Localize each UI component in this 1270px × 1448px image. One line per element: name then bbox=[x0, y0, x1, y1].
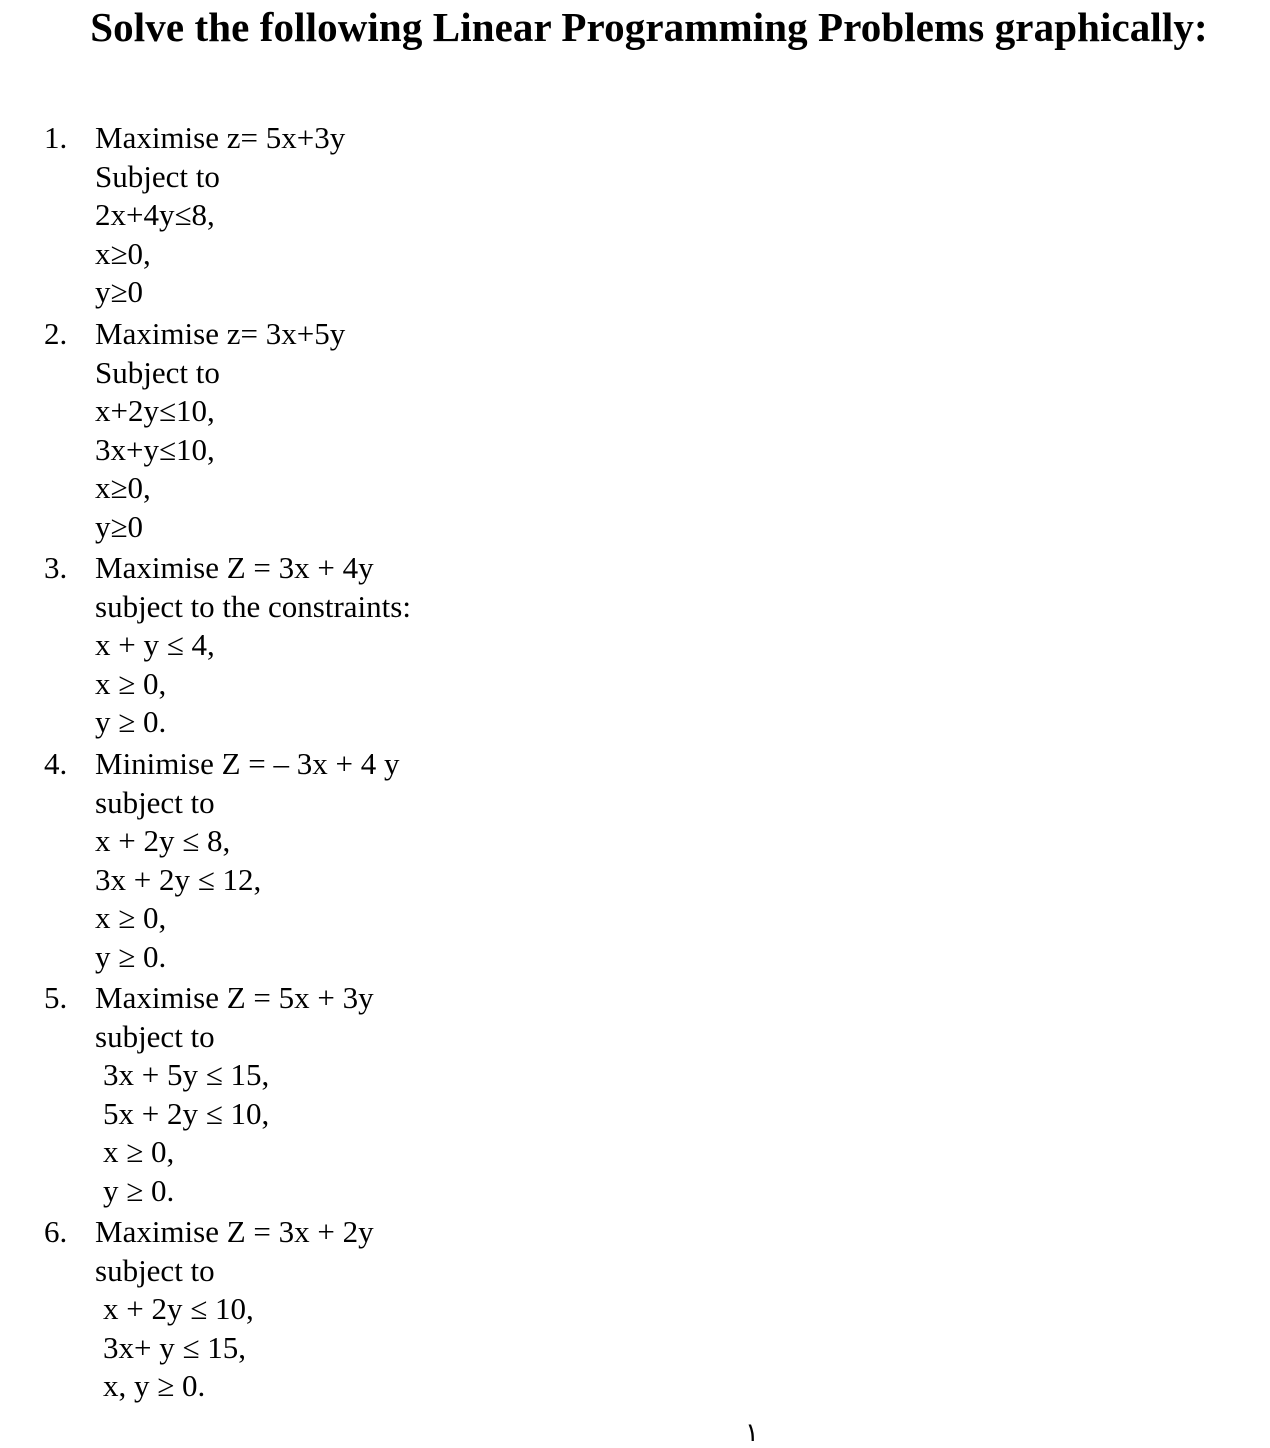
objective: Minimise Z = – 3x + 4 y bbox=[95, 746, 400, 781]
objective: Maximise z= 3x+5y bbox=[95, 316, 346, 351]
problem-lines bbox=[95, 119, 345, 312]
problem-lines bbox=[95, 549, 411, 742]
constraint: 3x + 5y ≤ 15, bbox=[103, 1057, 270, 1092]
constraint: y ≥ 0. bbox=[103, 1172, 175, 1208]
constraint: x≥0, bbox=[95, 470, 151, 505]
problem-number: 5. bbox=[44, 980, 68, 1015]
constraint: x + 2y ≤ 10, bbox=[103, 1291, 254, 1326]
constraint: 3x+ y ≤ 15, bbox=[103, 1329, 246, 1365]
constraint: y ≥ 0. bbox=[95, 704, 167, 739]
subject-to: subject to the constraints: bbox=[95, 588, 411, 624]
constraint: x+2y≤10, bbox=[95, 393, 215, 428]
problem-number: 4. bbox=[44, 746, 68, 781]
subject-to: Subject to bbox=[95, 354, 220, 390]
problem-lines bbox=[95, 979, 374, 1210]
page-title: Solve the following Linear Programming Problems graphically: bbox=[90, 4, 1208, 50]
constraint: x≥0, bbox=[95, 235, 151, 271]
objective: Maximise z= 5x+3y bbox=[95, 120, 346, 155]
constraint: 3x+y≤10, bbox=[95, 431, 215, 467]
problem-lines bbox=[95, 1213, 374, 1406]
problem-number: 2. bbox=[44, 316, 68, 351]
subject-to: subject to bbox=[95, 1018, 215, 1054]
page-number: ١ bbox=[745, 1418, 759, 1448]
objective: Maximise Z = 3x + 2y bbox=[95, 1214, 374, 1249]
constraint: y ≥ 0. bbox=[95, 938, 167, 974]
problem-lines bbox=[95, 745, 400, 976]
constraint: 5x + 2y ≤ 10, bbox=[103, 1095, 270, 1131]
constraint: x ≥ 0, bbox=[95, 900, 167, 935]
objective: Maximise Z = 3x + 4y bbox=[95, 550, 374, 585]
problem-number: 6. bbox=[44, 1214, 68, 1249]
constraint: x + y ≤ 4, bbox=[95, 627, 215, 662]
subject-to: Subject to bbox=[95, 158, 220, 194]
constraint: x ≥ 0, bbox=[95, 665, 167, 701]
problem-number: 1. bbox=[44, 120, 68, 155]
constraint: 3x + 2y ≤ 12, bbox=[95, 861, 262, 897]
constraint: x + 2y ≤ 8, bbox=[95, 823, 231, 858]
constraint: y≥0 bbox=[95, 274, 144, 309]
constraint: y≥0 bbox=[95, 508, 144, 544]
constraint: 2x+4y≤8, bbox=[95, 197, 215, 232]
subject-to: subject to bbox=[95, 784, 215, 820]
objective: Maximise Z = 5x + 3y bbox=[95, 980, 374, 1015]
problem-lines bbox=[95, 315, 345, 546]
subject-to: subject to bbox=[95, 1252, 215, 1288]
constraint: x ≥ 0, bbox=[103, 1134, 175, 1169]
constraint: x, y ≥ 0. bbox=[103, 1368, 206, 1403]
problem-number: 3. bbox=[44, 550, 68, 585]
